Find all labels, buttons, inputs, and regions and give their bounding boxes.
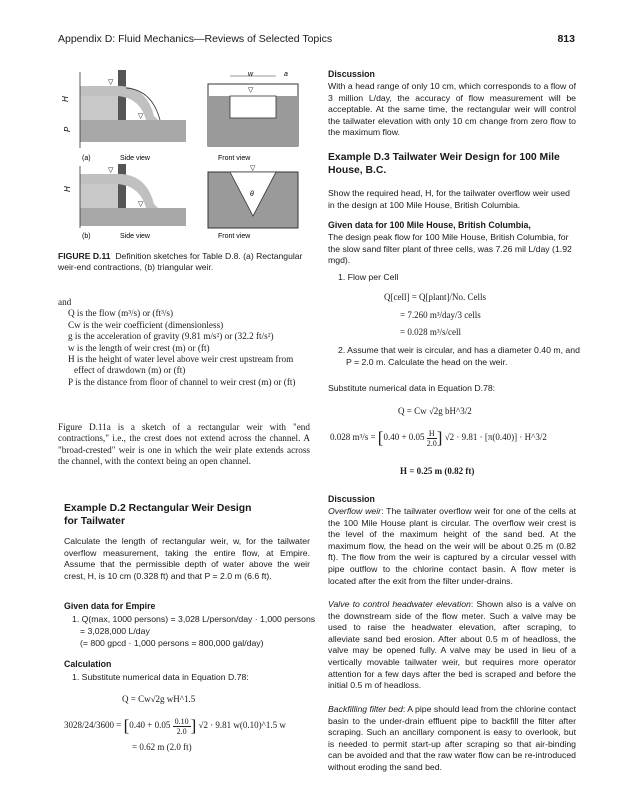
eq-100mile-den: 2.0 [426,438,437,448]
eq-100mile-result: H = 0.25 m (0.82 ft) [400,466,475,476]
caption-label: FIGURE D.11 [58,251,111,261]
var-p: P is the distance from floor of channel to weir crest (m) or (ft) [68,376,296,387]
given-empire-heading: Given data for Empire [64,601,156,611]
symbol-theta: θ [250,191,254,198]
discussion-valve [328,599,576,692]
weir-sketches [58,68,310,250]
svg-text:▽: ▽ [138,113,144,120]
example-d2-text: Calculate the length of rectangular weir, w, for the tailwater overflow measurement, taking the entire flow, at Empire. Assume that the permissible depth of water above the weir crest, H, is 10 cm (0.328 ft) and that P = 2.0 m (6.6 ft). [64,536,310,581]
var-q: Q is the flow (m³/s) or (ft³/s) [68,308,174,319]
symbol-w: w [248,71,254,78]
equation-100mile: 0.028 m³/s = [0.40 + 0.05 $\frac{H}{2.0}$ ] √2 · 9.81 · [π(0.40)] · H^3/2 [330,428,547,448]
variable-definitions [58,297,310,388]
substitute-text: Substitute numerical data in Equation D.78: [328,383,496,393]
example-d3-text: Show the required head, H, for the tailwater overflow weir used in the design at 100 Mile House, British Columbia. [328,188,570,210]
eq-100mile-rhs: √2 · 9.81 · [π(0.40)] · H^3/2 [444,432,547,443]
calculation-heading: Calculation [64,659,112,669]
example-d3-title-1: Example D.3 Tailwater Weir Design for 100 Mile [328,152,560,163]
valve-text: : Shown also is a valve on the downstream side of the flow meter. Such a valve may be used to raise the headwater elevation, after scraping, to alleviate sand bed erosion. After about 0.5 m of headloss, the valve may be opened fully. A valve may be used in lieu of a vertically movable tailwater weir, but requires more operator attention for a few days after the bed is scraped and before the initial 0.5 m of headloss. [328,599,576,691]
discussion-backfill [328,704,576,774]
label-b: (b) [82,233,91,240]
example-d3-title [328,151,576,177]
rect-weir-front-view [208,71,298,146]
step-assume-circular: 2. Assume that weir is circular, and has a diameter 0.40 m, and P = 2.0 m. Calculate the head on the weir. [338,345,580,367]
given-100mile-heading: Given data for 100 Mile House, British Columbia, [328,220,531,230]
calculation-step-1: 1. Substitute numerical data in Equation D.78: [72,672,249,682]
overflow-weir-text: : The tailwater overflow weir for one of the cells at the 100 Mile House plant is circular. The overflow weir crest is the level of the maximum height of the sand bed. At the maximum flow, the head on the weir will be about 0.25 m (0.82 ft). The flow from the weir is captured by a circular vessel with pipe outflow to the chlorine contact basin. A flow meter is located after the exit from the filter under-drains. [328,506,576,586]
svg-text:▽: ▽ [108,79,114,86]
var-g: g is the acceleration of gravity (9.81 m/s²) or (32.2 ft/s²) [68,331,274,342]
eq-100mile-a: 0.40 + 0.05 [383,432,425,443]
svg-text:▽: ▽ [108,167,114,174]
discussion-overflow-weir [328,506,576,587]
step-flow-per-cell: 1. Flow per Cell [338,272,399,282]
svg-text:▽: ▽ [248,87,254,94]
equation-empire: 3028/24/3600 = [0.40 + 0.05 $\frac{0.10}{2.0}$ ] √2 · 9.81 w(0.10)^1.5 w [64,716,286,736]
eq-100mile-lhs: 0.028 m³/s = [330,432,376,443]
eq-empire-lhs: 3028/24/3600 = [64,720,122,731]
eq-empire-rhs: √2 · 9.81 w(0.10)^1.5 w [198,720,286,731]
eq-q-cell-2: = 7.260 m³/day/3 cells [400,310,481,320]
valve-lead: Valve to control headwater elevation [328,599,471,609]
var-h: H is the height of water level above weir crest upstream from effect of drawdown (m) or (ft) [68,354,294,376]
caption-text: Definition sketches for Table D.8. (a) Rectangular weir-end contractions, (b) triangular weir. [58,251,303,273]
given-empire-1: 1. Q(max, 1000 persons) = 3,028 L/person/day · 1,000 persons = 3,028,000 L/day [72,614,316,636]
discussion-2-heading: Discussion [328,494,375,504]
tri-weir-front-view [208,165,298,228]
equation-empire-result: = 0.62 m (2.0 ft) [132,742,192,752]
example-d2-title [64,502,310,528]
svg-text:▽: ▽ [138,201,144,208]
var-w: w is the length of weir crest (m) or (ft) [68,342,210,353]
eq-empire-a: 0.40 + 0.05 [129,720,171,731]
overflow-weir-lead: Overflow weir [328,506,382,516]
tri-weir-side-view [63,164,186,228]
eq-empire-num: 0.10 [174,716,189,726]
symbol-H: H [61,96,70,102]
figure-d11 [58,68,310,248]
label-a: (a) [82,155,91,162]
eq-q-cell: Q[cell] = Q[plant]/No. Cells [384,292,487,302]
side-view-b: Side view [120,233,150,240]
given-empire-2: (= 800 gpcd · 1,000 persons = 800,000 gal/day) [80,638,264,648]
backfill-text: : A pipe should lead from the chlorine contact basin to the under-drain effluent pipe to backfill the filter after scraping. Such an ancillary component is easy to overlook, but is needed to permit start-up after scraping so that air-binding can be avoided and that the raw water flow can be re-introduced without eroding the sand bed. [328,704,576,772]
symbol-P: P [63,126,72,132]
discussion-1-heading: Discussion [328,69,375,79]
example-d2-title-1: Example D.2 Rectangular Weir Design [64,503,252,514]
example-d2-title-2: for Tailwater [64,516,126,527]
front-view-a: Front view [218,155,251,162]
front-view-b: Front view [218,233,251,240]
discussion-1-text: With a head range of only 10 cm, which corresponds to a flow of 3 million L/day, the accuracy of flow measurement will be acceptable. At the same time, the rectangular weir will control the tailwater elevation with only 10 cm change from zero flow to the maximum flow. [328,81,576,138]
equation-d78-a: Q = Cw√2g wH^1.5 [122,694,196,704]
given-100mile-text: The design peak flow for 100 Mile House, British Columbia, for the slow sand filter plant of three cells, was 7.26 mil L/day (1.92 mgd). [328,232,572,266]
backfill-lead: Backfilling filter bed [328,704,403,714]
and-text: and [58,297,72,307]
eq-d78-b: Q = Cw √2g bH^3/2 [398,406,472,416]
example-d3-title-2: House, B.C. [328,165,387,176]
rect-weir-side-view [61,70,186,148]
var-cw: Cw is the weir coefficient (dimensionless) [68,319,224,330]
header-title: Appendix D: Fluid Mechanics—Reviews of Selected Topics [58,33,333,45]
symbol-H-b: H [63,186,72,192]
eq-q-cell-3: = 0.028 m³/s/cell [400,327,462,337]
side-view-a: Side view [120,155,150,162]
symbol-a: a [284,71,288,78]
eq-empire-den: 2.0 [176,726,187,736]
weir-paragraph: Figure D.11a is a sketch of a rectangular weir with "end contractions," i.e., the crest does not extend across the channel. A "broad-crested" weir is one in which the weir plate extends across the channel, with the context being an open channel. [58,422,310,467]
page-number: 813 [557,33,575,45]
svg-text:▽: ▽ [250,165,256,172]
eq-100mile-num: H [427,429,437,439]
figure-caption [58,251,310,273]
